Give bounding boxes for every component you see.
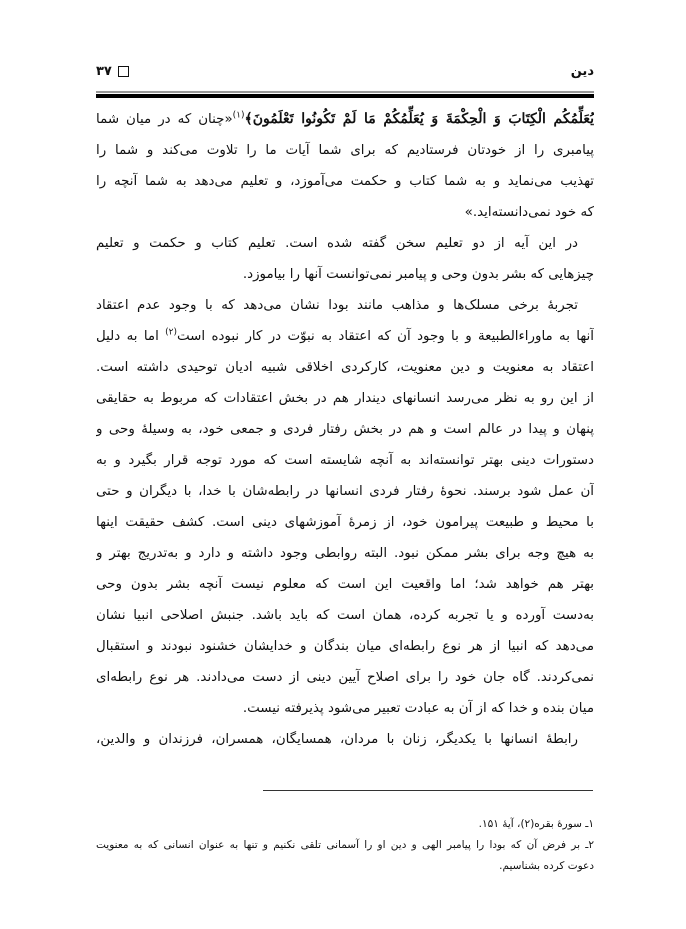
header-rule-thin [96,91,594,93]
text-line [96,352,594,383]
text-line [96,445,594,476]
text-line [96,538,594,569]
text-line [96,259,594,290]
line-text: میان بنده و خدا که از آن به عبادت تعبیر می‌شود پذیرفته نیست. [242,701,594,716]
line-text: نمی‌کردند. گاه جان خود را برای اصلاح آیین دینی از دست می‌دادند. هر نوع رابطه‌ای [96,670,594,685]
text-line [96,135,594,166]
text-line [96,383,594,414]
line-text: آنها به ماوراءالطبیعة و با وجود آن که اعتقاد به نبوّت در کار نبوده است [177,329,594,344]
body-text [96,104,594,755]
text-line [96,693,594,724]
text-line [96,104,594,135]
footnote-2: ۲ـ بر فرض آن که بودا را پیامبر الهی و دین او را آسمانی تلقی نکنیم و تنها به عنوان انسانی که به معنویت [96,839,594,851]
line-text: تجربهٔ برخی مسلک‌ها و مذاهب مانند بودا نشان می‌دهد که با وجود عدم اعتقاد [96,298,578,313]
line-text: آن عمل شود برسند. نحوهٔ رفتار فردی انسانها در رابطه‌شان با خدا، با دیگران و حتی [96,484,594,499]
line-text: به‌دست آورده و یا تجربه کرده، همان است که باید باشد. جنبش اصلاحی انبیا نشان [96,608,594,623]
line-text: پیامبری را از خودتان فرستادیم که برای شما آیات ما را تلاوت می‌کند و شما را [96,143,594,158]
text-line [96,197,594,228]
line-text: «چنان که در میان شما [96,112,233,127]
text-line [96,507,594,538]
footnote-ref[interactable]: (۲) [165,327,178,338]
line-text: رابطهٔ انسانها با یکدیگر، زنان با مردان، همسایگان، همسران، فرزندان و والدین، [96,732,578,747]
square-bullet-icon [118,66,129,77]
page-number-group [96,64,129,79]
quran-verse: يُعَلِّمُكُم الْكِتَابَ وَ الْحِكْمَةَ وَ يُعَلِّمُكُمْ مَا لَمْ تَكُونُوا تَعْلَمُونَ﴾ [244,111,594,127]
line-text: بهتر هم خواهد شد؛ اما واقعیت این است که معلوم نیست آنچه بشر بدون وحی [96,577,594,592]
footnotes [96,814,594,877]
footnote-ref[interactable]: (۱) [232,110,245,121]
text-line [96,662,594,693]
footnote-1: ۱ـ سورهٔ بقره(۲)، آیهٔ ۱۵۱. [478,818,594,830]
text-line [96,631,594,662]
line-text: تهذیب می‌نماید و به شما کتاب و حکمت می‌آموزد، و تعلیم می‌دهد به شما آنچه را [96,174,594,189]
line-text: با محیط و طبیعت پیرامون خود، از زمرهٔ آموزشهای دینی است. کشف حقیقت اینها [96,515,594,530]
text-line [96,321,594,352]
text-line [96,600,594,631]
line-text: دستورات دینی بهتر توانسته‌اند به آنچه شایسته است که مورد توجه قرار بگیرد و به [96,453,594,468]
line-text: می‌دهد که انبیا از هر نوع رابطه‌ای میان بندگان و خدایشان خشنود نبودند و استقبال [96,639,594,654]
running-title: دین [570,64,594,79]
page-number: ۳۷ [96,64,112,79]
line-text: که خود نمی‌دانسته‌اید.» [464,205,594,220]
line-text: چیزهایی که بشر بدون وحی و پیامبر نمی‌توانست آنها را بیاموزد. [242,267,594,282]
line-text: پنهان و پیدا در عالم است و هم در بخش رفتار فردی و جمعی خود، به وسیلهٔ وحی و [96,422,594,437]
line-text: در این آیه از دو تعلیم سخن گفته شده است. تعلیم کتاب و حکمت و تعلیم [96,236,578,251]
text-line [96,476,594,507]
page-header [96,64,594,86]
text-line [96,414,594,445]
text-line [96,290,594,321]
text-line [96,724,594,755]
line-text: از این رو به نظر می‌رسد انسانهای دیندار هم در بخش اعتقادات که مربوط به حقایقی [96,391,594,406]
text-line [96,569,594,600]
text-line [96,228,594,259]
footnote-separator [263,790,593,791]
line-text: اعتقاد به معنویت و دین معنویت، کارکردی اخلاقی شبیه ادیان توحیدی داشته است. [96,360,594,375]
line-text: به هیچ وجه برای بشر ممکن نبود. البته روابطی وجود داشته و دارد و به‌تدریج بهتر و [96,546,594,561]
header-rule-thick [96,94,594,98]
line-text: اما به دلیل [96,329,166,344]
footnote-2-cont: دعوت کرده بشناسیم. [499,860,594,872]
text-line [96,166,594,197]
